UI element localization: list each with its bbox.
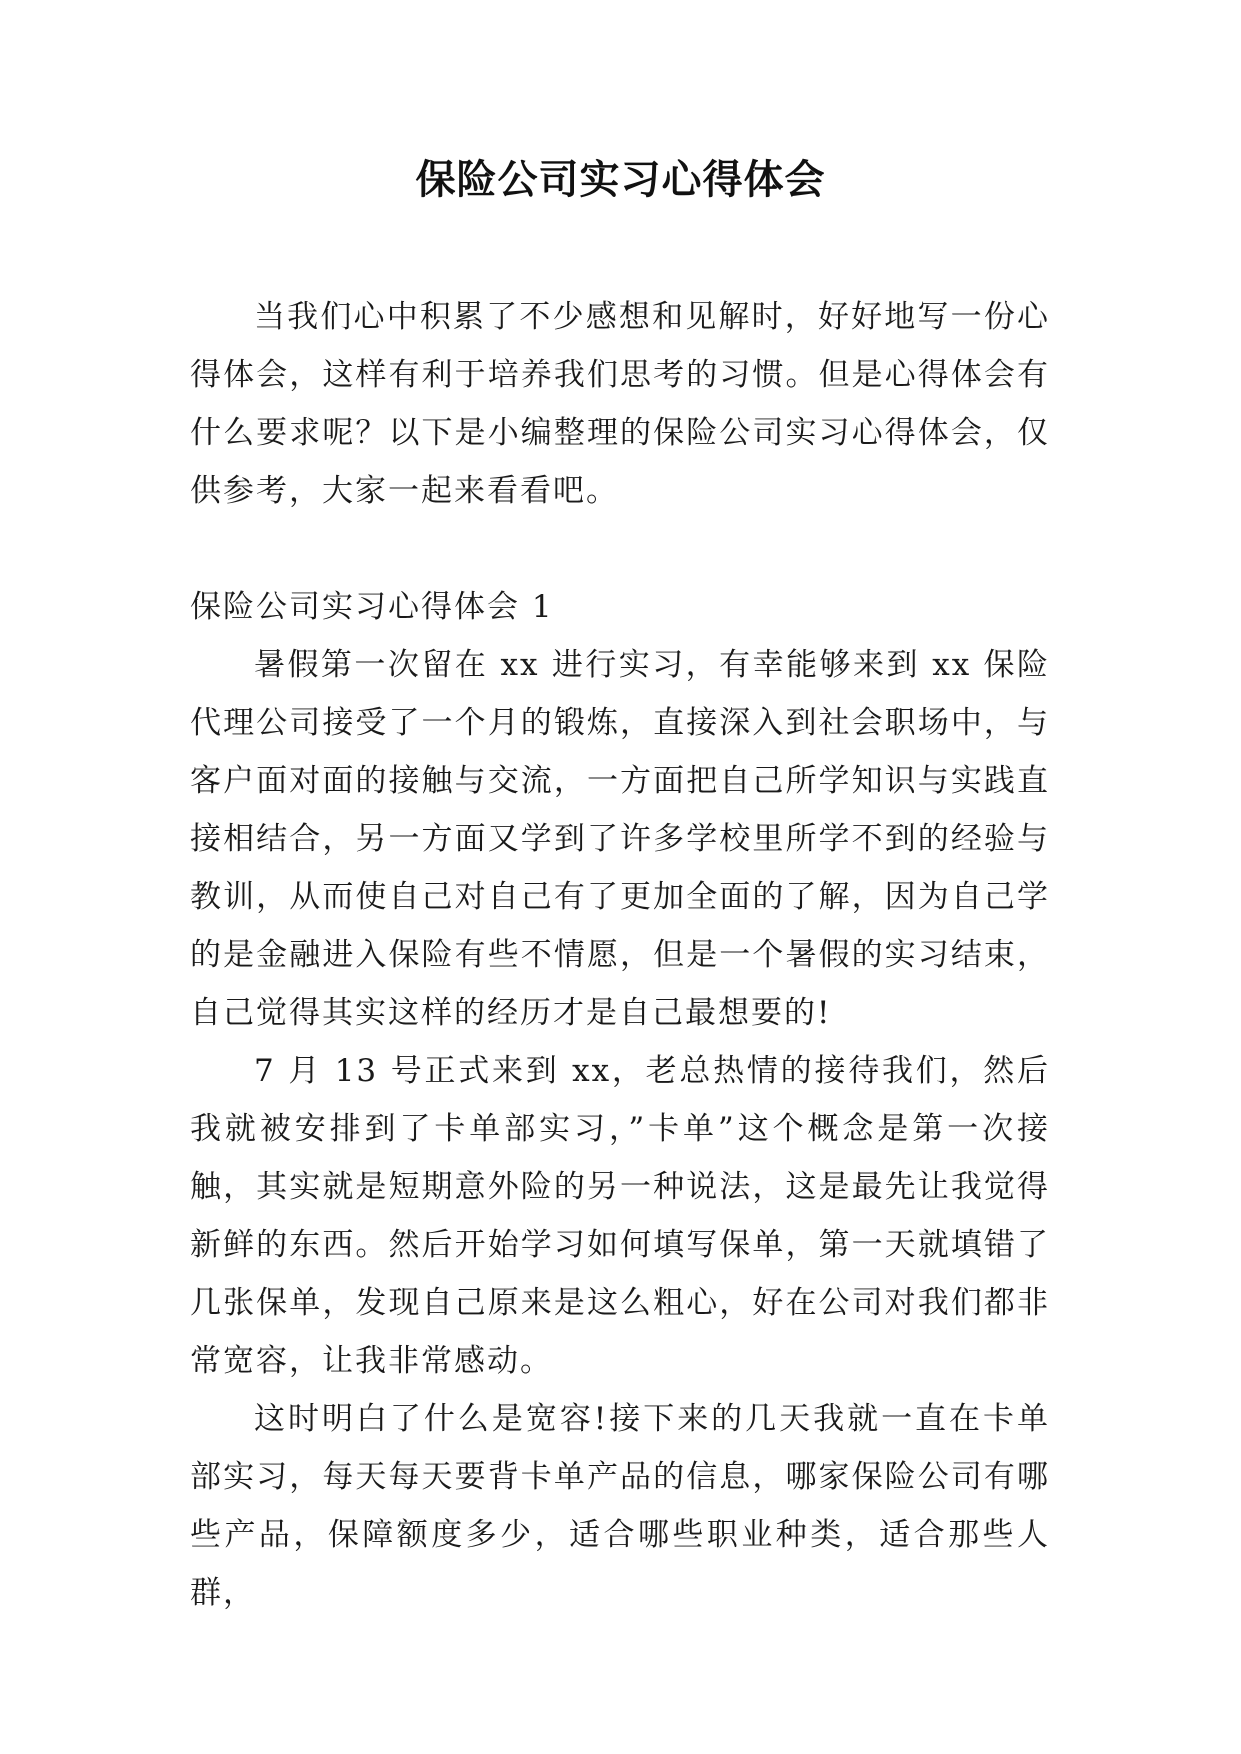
intro-paragraph: 当我们心中积累了不少感想和见解时，好好地写一份心得体会，这样有利于培养我们思考的习惯。但是心得体会有什么要求呢？以下是小编整理的保险公司实习心得体会，仅供参考，大家一起来看看吧。: [190, 299, 1050, 509]
body-paragraph-2: 7 月 13 号正式来到 xx，老总热情的接待我们，然后我就被安排到了卡单部实习，”卡单”这个概念是第一次接触，其实就是短期意外险的另一种说法，这是最先让我觉得新鲜的东西。然后开始学习如何填写保单，第一天就填错了几张保单，发现自己原来是这么粗心，好在公司对我们都非常宽容，让我非常感动。: [190, 1053, 1050, 1379]
document-body: [190, 288, 1050, 1622]
document-title: 保险公司实习心得体会: [415, 157, 826, 203]
section-heading: 保险公司实习心得体会 1: [190, 589, 554, 625]
body-paragraph-3: 这时明白了什么是宽容!接下来的几天我就一直在卡单部实习，每天每天要背卡单产品的信息，哪家保险公司有哪些产品，保障额度多少，适合哪些职业种类，适合那些人群，: [190, 1401, 1050, 1611]
body-paragraph-1: 暑假第一次留在 xx 进行实习，有幸能够来到 xx 保险代理公司接受了一个月的锻炼，直接深入到社会职场中，与客户面对面的接触与交流，一方面把自己所学知识与实践直接相结合，另一方面又学到了许多学校里所学不到的经验与教训，从而使自己对自己有了更加全面的了解，因为自己学的是金融进入保险有些不情愿，但是一个暑假的实习结束，自己觉得其实这样的经历才是自己最想要的!: [190, 647, 1050, 1031]
